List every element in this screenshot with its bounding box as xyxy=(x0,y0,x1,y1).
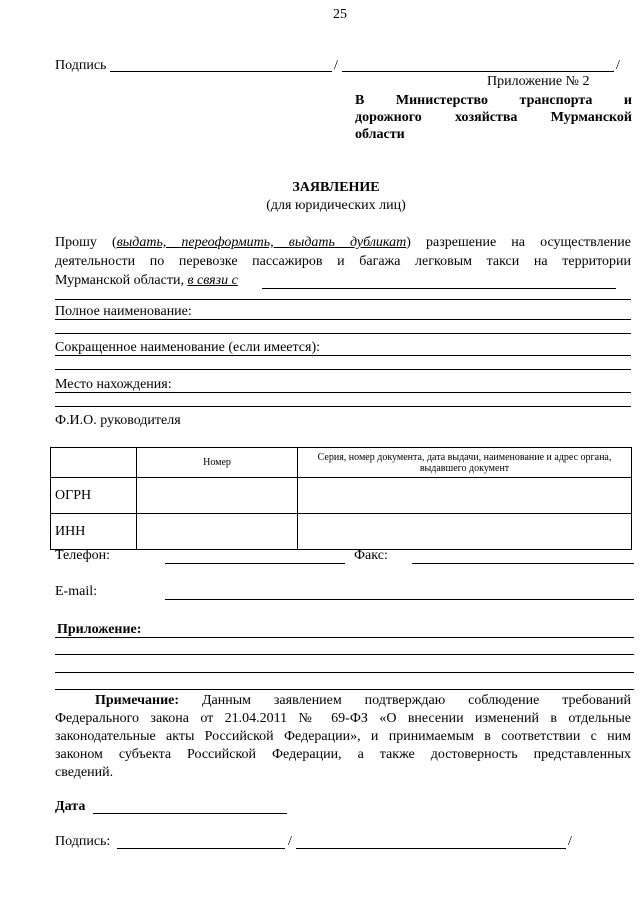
short-name-field[interactable] xyxy=(55,355,631,356)
document-title: ЗАЯВЛЕНИЕ xyxy=(292,180,380,195)
appendix-label: Приложение № 2 xyxy=(487,74,590,89)
table-header-number: Номер xyxy=(137,448,298,478)
location-field-2[interactable] xyxy=(55,406,631,407)
ogrn-document-cell[interactable] xyxy=(298,478,632,514)
date-label: Дата xyxy=(55,799,86,814)
top-signature-separator: / xyxy=(334,58,338,73)
email-field[interactable] xyxy=(165,599,634,600)
note-line-2: Федерального закона от 21.04.2011 № 69-ФЗ «О внесении изменений в отдельные xyxy=(55,711,631,726)
registration-table xyxy=(50,447,632,550)
request-line-3-a: Мурманской области, xyxy=(55,273,184,288)
note-label: Примечание: xyxy=(95,693,180,708)
top-signature-field[interactable] xyxy=(110,71,332,72)
phone-label: Телефон: xyxy=(55,548,111,563)
full-name-field-2[interactable] xyxy=(55,333,631,334)
location-label: Место нахождения: xyxy=(55,377,172,392)
request-paragraph xyxy=(55,233,631,290)
attachment-field-1[interactable] xyxy=(55,637,634,638)
attachment-field-3[interactable] xyxy=(55,672,634,673)
ogrn-label: ОГРН xyxy=(51,478,137,514)
table-row xyxy=(51,514,632,550)
note-line-4: законом субъекта Российской Федерации, а также достоверность представленных xyxy=(55,747,631,762)
top-signature-end: / xyxy=(616,58,620,73)
full-name-label: Полное наименование: xyxy=(55,304,192,319)
short-name-label: Сокращенное наименование (если имеется): xyxy=(55,340,321,355)
addressee-line-3: области xyxy=(355,127,405,142)
bottom-signature-name-field[interactable] xyxy=(296,848,566,849)
bottom-signature-separator: / xyxy=(288,834,292,849)
ogrn-number-cell[interactable] xyxy=(137,478,298,514)
top-signature-label: Подпись xyxy=(55,58,107,73)
full-name-field[interactable] xyxy=(55,319,631,320)
inn-label: ИНН xyxy=(51,514,137,550)
location-field[interactable] xyxy=(55,392,631,393)
note-line-5: сведений. xyxy=(55,765,114,780)
request-reason-field[interactable] xyxy=(262,288,616,289)
short-name-field-2[interactable] xyxy=(55,369,631,370)
inn-document-cell[interactable] xyxy=(298,514,632,550)
director-label: Ф.И.О. руководителя xyxy=(55,413,181,428)
addressee-line-1: В Министерство транспорта и xyxy=(355,93,632,108)
request-line-1-b: ) разрешение на осуществление xyxy=(406,235,631,250)
attachment-field-4[interactable] xyxy=(55,689,634,690)
bottom-signature-end: / xyxy=(568,834,572,849)
document-subtitle: (для юридических лиц) xyxy=(266,198,406,213)
phone-field[interactable] xyxy=(165,563,345,564)
note-paragraph xyxy=(55,692,631,782)
inn-number-cell[interactable] xyxy=(137,514,298,550)
note-line-3: законодательные акты Российской Федерации», и принимаемым в соответствии с ним xyxy=(55,729,631,744)
date-field[interactable] xyxy=(93,813,287,814)
email-label: E-mail: xyxy=(55,584,97,599)
addressee-block xyxy=(355,92,632,143)
request-line-2: деятельности по перевозке пассажиров и багажа легковым такси на территории xyxy=(55,254,631,269)
top-signature-name-field[interactable] xyxy=(342,71,614,72)
table-row xyxy=(51,478,632,514)
table-header-row xyxy=(51,448,632,478)
attachment-field-2[interactable] xyxy=(55,654,634,655)
bottom-signature-label: Подпись: xyxy=(55,834,111,849)
attachment-label: Приложение: xyxy=(57,622,142,637)
fax-field[interactable] xyxy=(412,563,634,564)
note-line-1-text: Данным заявлением подтверждаю соблюдение требований xyxy=(201,693,632,708)
fax-label: Факс: xyxy=(354,548,388,563)
separator-line-1 xyxy=(55,299,631,300)
table-header-document: Серия, номер документа, дата выдачи, наименование и адрес органа, выдавшего документ xyxy=(298,448,632,478)
request-options[interactable]: выдать, переоформить, выдать дубликат xyxy=(116,235,407,250)
request-line-1 xyxy=(55,233,631,252)
addressee-line-2: дорожного хозяйства Мурманской xyxy=(355,110,632,125)
page-number: 25 xyxy=(333,7,347,22)
table-header-empty xyxy=(51,448,137,478)
note-line-1 xyxy=(55,692,631,710)
request-reason-label: в связи с xyxy=(187,273,238,288)
request-line-1-a: Прошу ( xyxy=(55,235,117,250)
bottom-signature-field[interactable] xyxy=(117,848,285,849)
